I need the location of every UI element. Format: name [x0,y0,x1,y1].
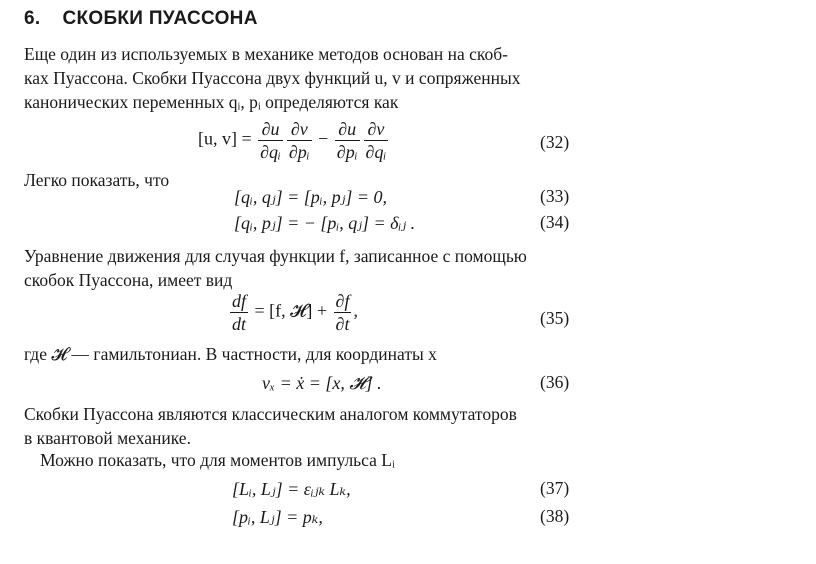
equation-number-33: (33) [540,186,570,206]
denominator: ∂qᵢ [260,142,281,162]
paragraph-2-line-1: Уравнение движения для случая функции f, записанное с помощью [24,246,527,266]
numerator: ∂v [287,120,312,141]
fraction [230,292,248,333]
equation-32 [198,120,390,161]
equation-36: vₓ = ẋ = [x, 𝓗] . [262,373,382,393]
numerator: ∂u [258,120,283,141]
denominator: ∂pᵢ [288,142,310,162]
fraction [364,120,389,161]
equation-35-tail: , [353,300,358,321]
equation-number-37: (37) [540,478,570,498]
paragraph-2-line-2: скобок Пуассона, имеет вид [24,270,233,290]
section-title: СКОБКИ ПУАССОНА [62,8,258,29]
equation-35 [228,292,358,333]
equation-number-34: (34) [540,212,570,232]
denominator: ∂pᵢ [336,142,358,162]
paragraph-1-line-2: ках Пуассона. Скобки Пуассона двух функций u, v и сопряженных [24,68,521,88]
fraction [335,120,360,161]
numerator: ∂f [335,291,350,311]
denominator: ∂t [335,314,350,334]
numerator: df [232,291,247,311]
paragraph-3-line-1: Скобки Пуассона являются классическим аналогом коммутаторов [24,404,517,424]
fraction [334,292,352,333]
denominator: ∂qᵢ [365,142,387,162]
paragraph-4: Можно показать, что для моментов импульса Lᵢ [40,450,395,470]
paragraph-1-line-1: Еще один из используемых в механике методов основан на скоб- [24,44,508,64]
numerator: ∂v [364,120,389,141]
equation-33: [qᵢ, qⱼ] = [pᵢ, pⱼ] = 0, [234,187,388,207]
equation-32-lhs: [u, v] = [198,128,252,149]
equation-35-middle: = [f, 𝓗] + [254,300,328,321]
equation-number-36: (36) [540,372,570,392]
equation-34: [qᵢ, pⱼ] = − [pᵢ, qⱼ] = δᵢⱼ . [234,213,416,233]
equation-37: [Lᵢ, Lⱼ] = εᵢⱼₖ Lₖ, [232,479,351,499]
paragraph-1-line-3: канонических переменных qᵢ, pᵢ определяются как [24,92,399,112]
minus-sign: − [318,128,329,149]
equation-number-38: (38) [540,506,570,526]
where-hamiltonian-line: где 𝓗 — гамильтониан. В частности, для координаты x [24,344,437,364]
numerator: ∂u [335,120,360,141]
section-number: 6. [24,8,41,29]
fraction [287,120,312,161]
denominator: dt [232,314,247,334]
equation-number-32: (32) [540,132,570,152]
equation-number-35: (35) [540,308,570,328]
easy-to-show-line: Легко показать, что [24,170,170,190]
fraction [258,120,283,161]
paragraph-3-line-2: в квантовой механике. [24,428,191,448]
section-heading [24,8,258,30]
equation-38: [pᵢ, Lⱼ] = pₖ, [232,507,323,527]
